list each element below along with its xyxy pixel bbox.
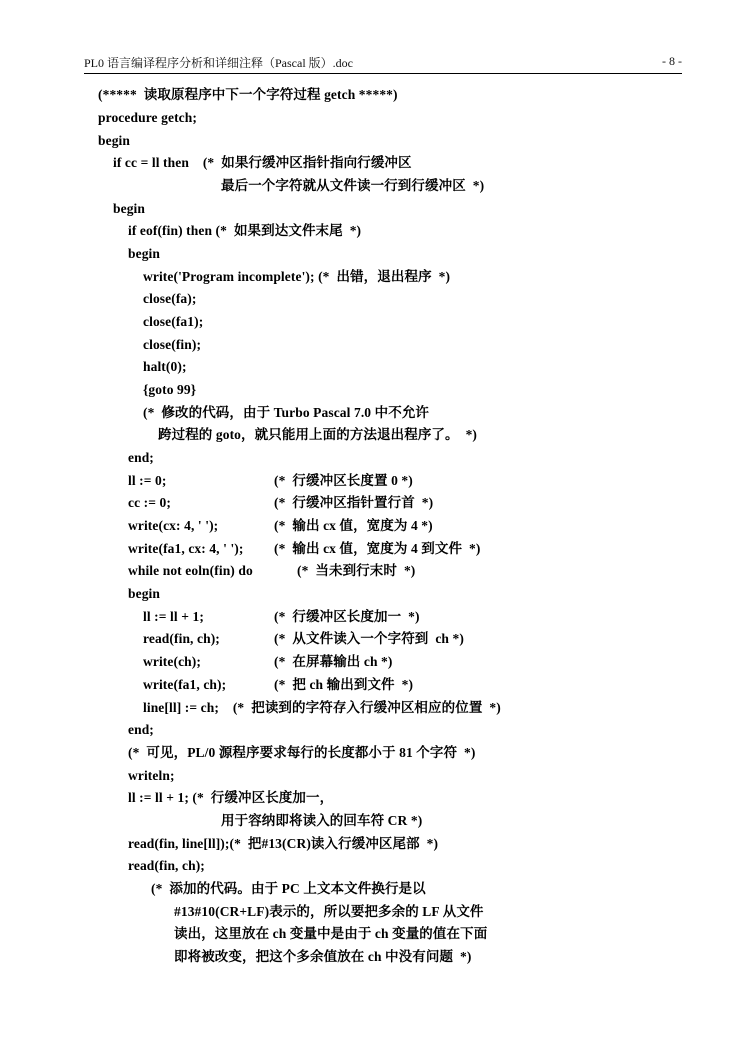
code-line: #13#10(CR+LF)表示的，所以要把多余的 LF 从文件	[174, 904, 484, 919]
code-line: close(fa1);	[143, 314, 204, 329]
code-line: close(fa);	[143, 291, 197, 306]
code-comment: (* 输出 cx 值，宽度为 4 *)	[274, 518, 433, 533]
code-line: 用于容纳即将读入的回车符 CR *)	[221, 813, 423, 828]
code-line: begin	[98, 133, 131, 148]
code-comment: (* 行缓冲区长度置 0 *)	[274, 473, 413, 488]
code-line: {goto 99}	[143, 382, 197, 397]
code-comment: (* 行缓冲区长度加一 *)	[274, 609, 420, 624]
code-line: read(fin, line[ll]);(* 把#13(CR)读入行缓冲区尾部 *)	[128, 836, 439, 851]
document-title: PL0 语言编译程序分析和详细注释（Pascal 版）.doc	[84, 56, 353, 70]
code-line: end;	[128, 450, 154, 465]
code-line: writeln;	[128, 768, 175, 783]
code-comment: (* 当未到行末时 *)	[297, 563, 416, 578]
code-line: 读出，这里放在 ch 变量中是由于 ch 变量的值在下面	[174, 926, 488, 941]
code-line: line[ll] := ch; (* 把读到的字符存入行缓冲区相应的位置 *)	[143, 700, 501, 715]
code-line: (* 添加的代码。由于 PC 上文本文件换行是以	[151, 881, 426, 896]
code-line: begin	[113, 201, 146, 216]
code-line: begin	[128, 586, 161, 601]
code-line: if eof(fin) then (* 如果到达文件末尾 *)	[128, 223, 362, 238]
code-line: write(ch);	[143, 654, 201, 669]
code-comment: (* 输出 cx 值，宽度为 4 到文件 *)	[274, 541, 481, 556]
code-line: write(fa1, cx: 4, ' ');	[128, 541, 244, 556]
code-line: (* 可见，PL/0 源程序要求每行的长度都小于 81 个字符 *)	[128, 745, 476, 760]
code-line: write(fa1, ch);	[143, 677, 227, 692]
code-comment: (* 在屏幕输出 ch *)	[274, 654, 393, 669]
code-line: 跨过程的 goto，就只能用上面的方法退出程序了。 *)	[158, 427, 478, 442]
code-comment: (* 行缓冲区指针置行首 *)	[274, 495, 434, 510]
code-line: procedure getch;	[98, 110, 197, 125]
code-line: (***** 读取原程序中下一个字符过程 getch *****)	[98, 87, 398, 102]
code-line: if cc = ll then (* 如果行缓冲区指针指向行缓冲区	[113, 155, 412, 170]
code-line: while not eoln(fin) do	[128, 563, 253, 578]
code-line: write('Program incomplete'); (* 出错，退出程序 *)	[143, 269, 451, 284]
code-line: ll := 0;	[128, 473, 167, 488]
code-line: halt(0);	[143, 359, 187, 374]
code-line: 最后一个字符就从文件读一行到行缓冲区 *)	[221, 178, 485, 193]
code-line: cc := 0;	[128, 495, 171, 510]
code-line: read(fin, ch);	[128, 858, 205, 873]
code-line: close(fin);	[143, 337, 202, 352]
page-number: - 8 -	[662, 54, 682, 68]
code-line: ll := ll + 1;	[143, 609, 204, 624]
code-line: (* 修改的代码，由于 Turbo Pascal 7.0 中不允许	[143, 405, 430, 420]
code-line: read(fin, ch);	[143, 631, 220, 646]
code-line: begin	[128, 246, 161, 261]
code-comment: (* 从文件读入一个字符到 ch *)	[274, 631, 464, 646]
code-comment: (* 把 ch 输出到文件 *)	[274, 677, 414, 692]
code-line: end;	[128, 722, 154, 737]
code-line: write(cx: 4, ' ');	[128, 518, 219, 533]
code-line: 即将被改变，把这个多余值放在 ch 中没有问题 *)	[174, 949, 472, 964]
code-line: ll := ll + 1; (* 行缓冲区长度加一，	[128, 790, 334, 805]
